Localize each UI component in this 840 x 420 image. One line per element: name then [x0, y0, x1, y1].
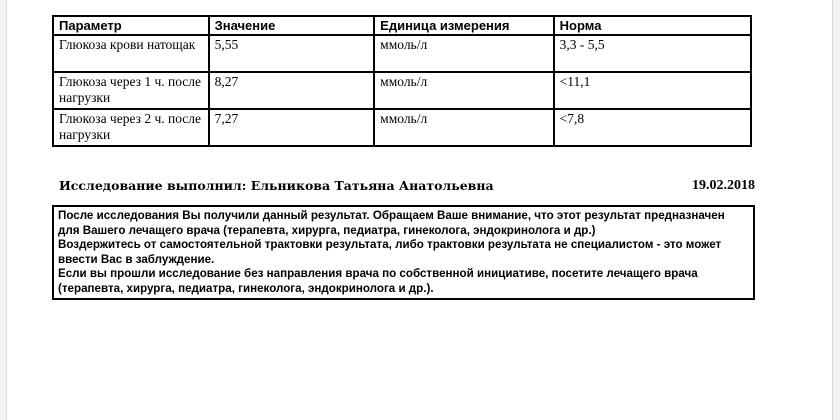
cell-value: 5,55	[209, 35, 375, 72]
results-table	[52, 15, 752, 147]
cell-parameter: Глюкоза через 2 ч. после нагрузки	[53, 109, 209, 146]
header-value: Значение	[209, 16, 375, 35]
cell-norm: <7,8	[554, 109, 751, 146]
cell-value: 7,27	[209, 109, 375, 146]
disclaimer-paragraph: После исследования Вы получили данный результат. Обращаем Ваше внимание, что этот результат предназначен для Вашего лечащего врача (терапевта, хирурга, педиатра, гинеколога, эндокринолога и др.)	[58, 209, 725, 237]
disclaimer-paragraph: Если вы прошли исследование без направления врача по собственной инициативе, посетите лечащего врача (терапевта, хирурга, педиатра, гинеколога, эндокринолога и др.).	[58, 267, 698, 295]
performer-line	[59, 178, 755, 193]
disclaimer-box	[52, 205, 755, 300]
header-unit: Единица измерения	[374, 16, 554, 35]
cell-unit: ммоль/л	[374, 35, 554, 72]
cell-parameter: Глюкоза крови натощак	[53, 35, 209, 72]
performer-text: Исследование выполнил: Ельникова Татьяна Анатольевна	[59, 178, 494, 193]
table-row	[53, 109, 751, 146]
page-right-margin	[833, 0, 840, 420]
header-norm: Норма	[554, 16, 751, 35]
table-header-row	[53, 16, 751, 35]
cell-unit: ммоль/л	[374, 72, 554, 109]
cell-unit: ммоль/л	[374, 109, 554, 146]
disclaimer-paragraph: Воздержитесь от самостоятельной трактовки результата, либо трактовки результата не специалистом - это может ввести Вас в заблуждение.	[58, 238, 722, 266]
header-parameter: Параметр	[53, 16, 209, 35]
table-row	[53, 72, 751, 109]
cell-norm: 3,3 - 5,5	[554, 35, 751, 72]
table-row	[53, 35, 751, 72]
study-date: 19.02.2018	[692, 178, 755, 193]
page-right-edge	[832, 0, 833, 420]
page-left-edge	[6, 0, 7, 420]
cell-parameter: Глюкоза через 1 ч. после нагрузки	[53, 72, 209, 109]
cell-norm: <11,1	[554, 72, 751, 109]
cell-value: 8,27	[209, 72, 375, 109]
